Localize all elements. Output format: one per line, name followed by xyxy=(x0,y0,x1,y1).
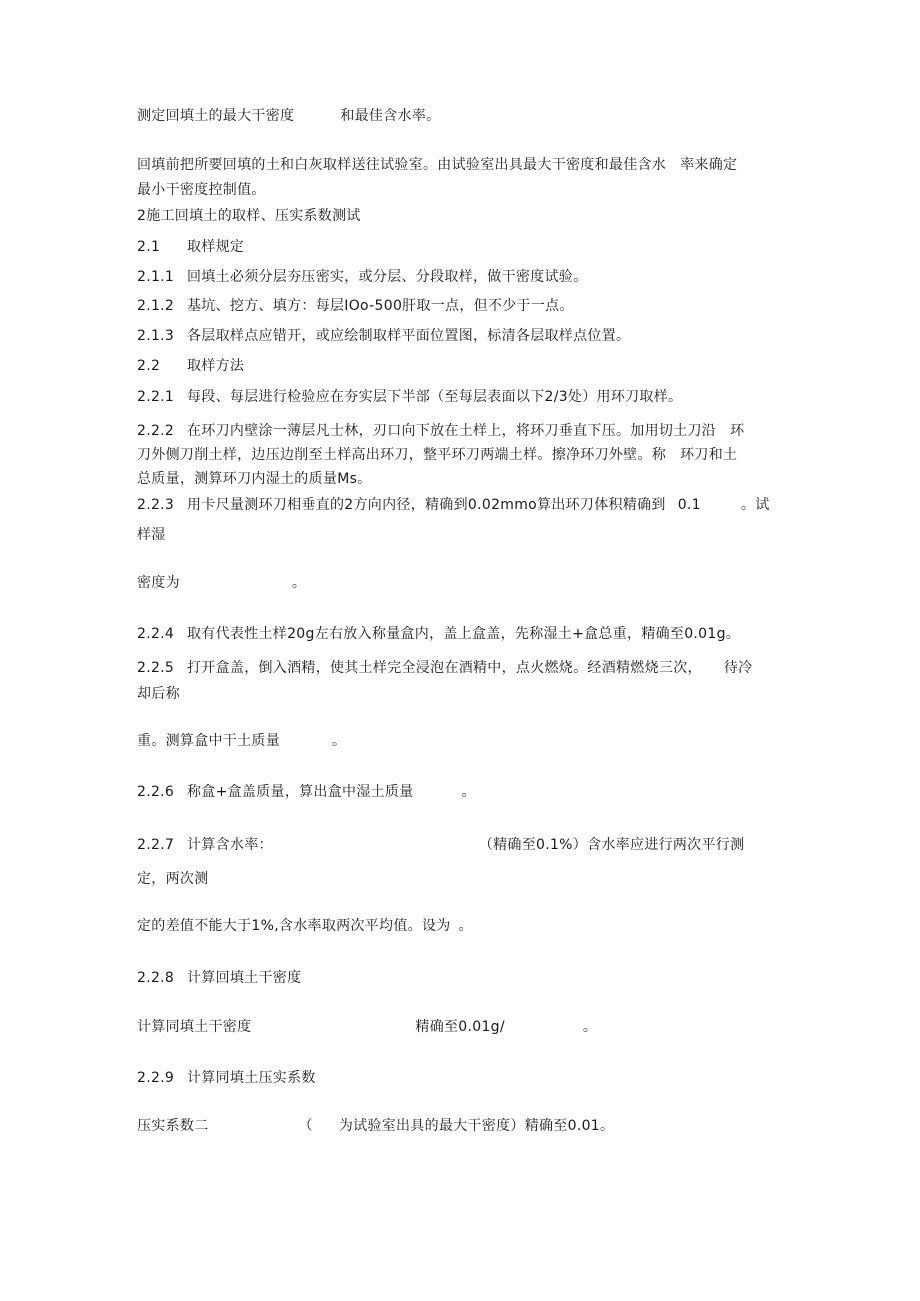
section-number: 2.2.5 xyxy=(137,660,175,676)
section-number: 2.1.3 xyxy=(137,328,175,344)
section-2-2-7 xyxy=(137,835,744,855)
section-number: 2.2.1 xyxy=(137,389,175,405)
text: 取样规定 xyxy=(187,239,245,255)
text: 计算同填土压实系数 xyxy=(187,1070,316,1086)
section-2-2-8-line2 xyxy=(137,1017,597,1037)
text: 2施工回填土的取样、压实系数测试 xyxy=(137,208,361,224)
section-2-2-7-line3 xyxy=(137,916,473,936)
text: 用卡尺量测环刀相垂直的2方向内径，精确到0.02mmo算出环刀体积精确到 xyxy=(187,497,666,513)
section-2-2-7-line2 xyxy=(137,869,209,889)
section-2-2-8 xyxy=(137,968,301,988)
section-2-2-5-line3 xyxy=(137,731,346,751)
section-2-1-2 xyxy=(137,296,574,316)
section-2-2-2-line3 xyxy=(137,469,371,489)
text: （ xyxy=(298,1118,313,1134)
text: 重。测算盒中干土质量 xyxy=(137,733,280,749)
text: 每段、每层进行检验应在夯实层下半部（至每层表面以下2/3处）用环刀取样。 xyxy=(187,389,683,405)
text: 密度为 xyxy=(137,575,180,591)
section-2-2-3 xyxy=(137,495,770,515)
section-2-2 xyxy=(137,356,244,376)
paragraph-sampling-line2 xyxy=(137,180,266,200)
section-number: 2.2.2 xyxy=(137,423,175,439)
text: 和最佳含水率。 xyxy=(340,108,441,124)
text: 却后称 xyxy=(137,686,180,702)
section-2-2-5-line2 xyxy=(137,684,180,704)
text: 0.1 xyxy=(677,497,701,513)
text: 最小干密度控制值。 xyxy=(137,182,266,198)
section-number: 2.2.6 xyxy=(137,784,175,800)
text: 环 xyxy=(730,423,745,439)
text: 。 xyxy=(461,784,476,800)
text: 环刀和土 xyxy=(680,447,738,463)
section-2-2-3-line2 xyxy=(137,525,166,545)
text: 压实系数二 xyxy=(137,1118,209,1134)
text: 打开盒盖，倒入酒精，使其土样完全浸泡在酒精中，点火燃烧。经酒精燃烧三次， xyxy=(187,660,702,676)
section-2-2-5 xyxy=(137,658,752,678)
text: 定的差值不能大于1%,含水率取两次平均值。设为 xyxy=(137,918,451,934)
section-2-1-3 xyxy=(137,326,630,346)
section-number: 2.2.4 xyxy=(137,626,175,642)
section-2-2-9-line2 xyxy=(137,1116,614,1136)
section-number: 2.2.7 xyxy=(137,837,175,853)
text: 率来确定 xyxy=(680,157,738,173)
text: 定，两次测 xyxy=(137,871,209,887)
text: 精确至0.01g/ xyxy=(415,1019,505,1035)
text: 回填前把所要回填的土和白灰取样送往试验室。由试验室出具最大干密度和最佳含水 xyxy=(137,157,667,173)
section-number: 2.2.9 xyxy=(137,1070,175,1086)
text: （精确至0.1%）含水率应进行两次平行测 xyxy=(478,837,745,853)
text: 。 xyxy=(291,575,307,591)
paragraph-intro xyxy=(137,106,440,126)
text: 各层取样点应错开，或应绘制取样平面位置图，标清各层取样点位置。 xyxy=(187,328,631,344)
section-2-2-3-line3 xyxy=(137,573,306,593)
section-2-1-1 xyxy=(137,267,587,287)
text: 总质量，测算环刀内湿土的质量Ms。 xyxy=(137,471,372,487)
text: 在环刀内壁涂一薄层凡士林，刃口向下放在土样上，将环刀垂直下压。加用切土刀沿 xyxy=(187,423,717,439)
section-2-1 xyxy=(137,237,244,257)
section-number: 2.1.1 xyxy=(137,269,175,285)
text: 回填土必须分层夯压密实，或分层、分段取样，做干密度试验。 xyxy=(187,269,588,285)
text: 基坑、挖方、填方：每层IOo-500肝取一点，但不少于一点。 xyxy=(187,298,574,314)
section-heading-2 xyxy=(137,206,361,226)
text: 取有代表性土样20g左右放入称量盒内，盖上盒盖，先称湿土+盒总重，精确至0.01g。 xyxy=(187,626,741,642)
text: 刀外侧刀削土样，边压边削至土样高出环刀，整平环刀两端土样。擦净环刀外壁。称 xyxy=(137,447,667,463)
text: 取样方法 xyxy=(187,358,245,374)
text: 称盒+盒盖质量，算出盒中湿土质量 xyxy=(187,784,414,800)
section-2-2-2 xyxy=(137,421,744,441)
text: 。 xyxy=(582,1019,598,1035)
text: 计算含水率： xyxy=(187,837,273,853)
text: 。 xyxy=(458,918,473,934)
section-2-2-1 xyxy=(137,387,682,407)
text: 。试 xyxy=(740,497,770,513)
text: 计算同填土干密度 xyxy=(137,1019,252,1035)
section-2-2-2-line2 xyxy=(137,445,737,465)
section-number: 2.1.2 xyxy=(137,298,175,314)
text: 计算回填土干密度 xyxy=(187,970,302,986)
section-number: 2.2.3 xyxy=(137,497,175,513)
text: 待冷 xyxy=(723,660,753,676)
text: 为试验室出具的最大干密度）精确至0.01。 xyxy=(338,1118,615,1134)
section-number: 2.1 xyxy=(137,239,161,255)
section-2-2-9 xyxy=(137,1068,316,1088)
section-2-2-4 xyxy=(137,624,740,644)
section-number: 2.2 xyxy=(137,358,161,374)
section-number: 2.2.8 xyxy=(137,970,175,986)
text: 。 xyxy=(332,733,347,749)
text: 测定回填土的最大干密度 xyxy=(137,108,295,124)
section-2-2-6 xyxy=(137,782,476,802)
text: 样湿 xyxy=(137,527,166,543)
paragraph-sampling-line1 xyxy=(137,155,737,175)
